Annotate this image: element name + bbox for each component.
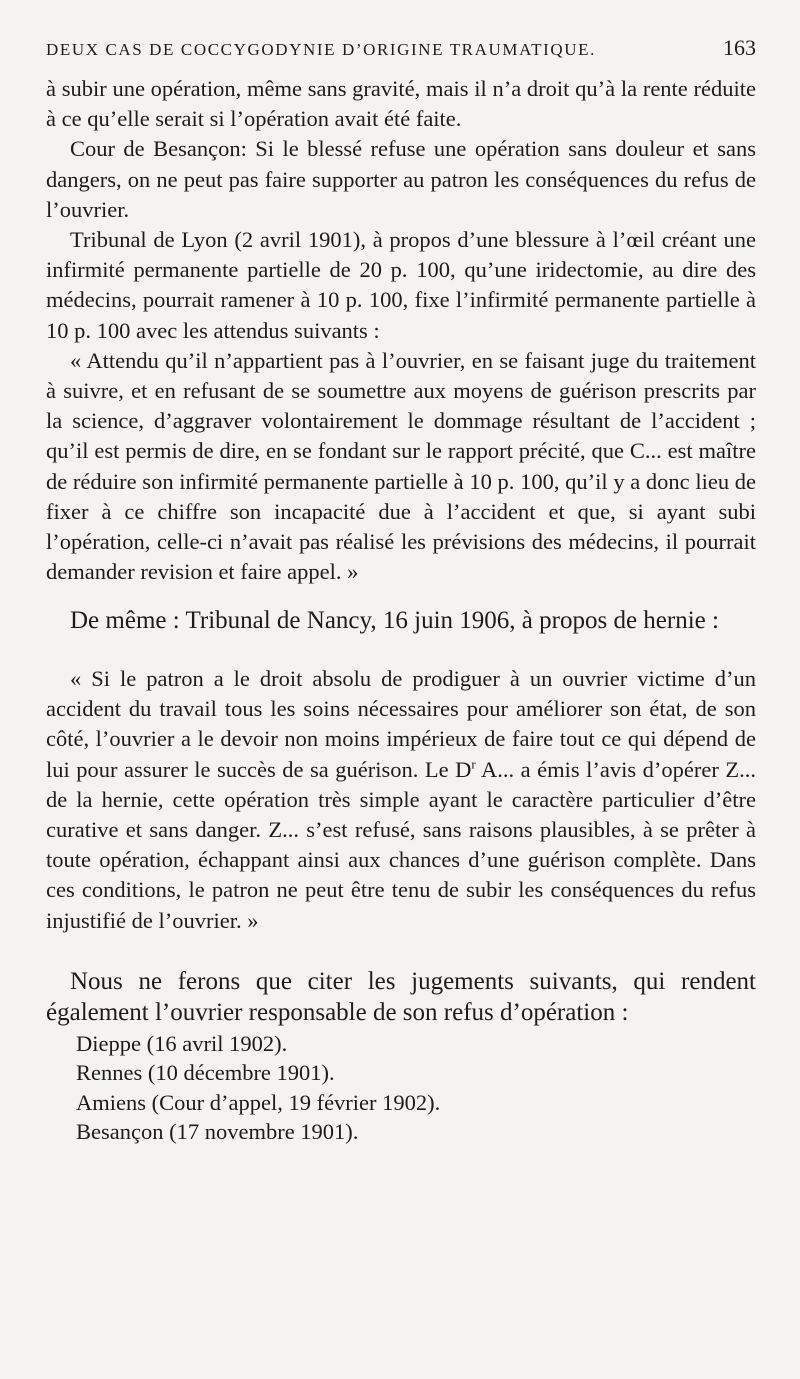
superscript: r: [471, 756, 476, 772]
paragraph-2: Cour de Besançon: Si le blessé refuse une opération sans douleur et sans dangers, on ne peut pas faire supporter au patron les conséquences du refus de l’ouvrier.: [46, 136, 756, 222]
paragraph-6: [46, 664, 756, 936]
paragraph-5: De même : Tribunal de Nancy, 16 juin 1906, à propos de hernie :: [70, 607, 719, 635]
case-item: Rennes (10 décembre 1901).: [76, 1060, 335, 1086]
running-title: DEUX CAS DE COCCYGODYNIE D’ORIGINE TRAUMATIQUE.: [46, 40, 596, 59]
paragraph-4: « Attendu qu’il n’appartient pas à l’ouvrier, en se faisant juge du traitement à suivre, et en refusant de se soumettre aux moyens de guérison prescrits par la science, d’aggraver volontairement le dommage résultant de l’accident ; qu’il est permis de dire, en se fondant sur le rapport précité, que C... est maître de réduire son infirmité permanente partielle à 10 p. 100, qu’il y a donc lieu de fixer à ce chiffre son incapacité due à l’accident et que, si ayant subi l’opération, celle-ci n’avait pas réalisé les prévisions des médecins, il pourrait demander revision et faire appel. »: [46, 347, 756, 585]
paragraph-6-part-2: A... a émis l’avis d’opérer Z... de la hernie, cette opération très simple ayant le caractère particulier d’être curative et sans danger. Z... s’est refusé, sans raisons plausibles, à se prêter à toute opération, échappant ainsi aux chances d’une guérison complète. Dans ces conditions, le patron ne peut être tenu de subir les conséquences du refus injustifié de l’ouvrier. »: [46, 756, 756, 933]
paragraph-1: à subir une opération, même sans gravité, mais il n’a droit qu’à la rente réduite à ce qu’elle serait si l’opération avait été faite.: [46, 76, 756, 132]
paragraph-3: Tribunal de Lyon (2 avril 1901), à propos d’une blessure à l’œil créant une infirmité permanente partielle de 20 p. 100, qu’une iridectomie, au dire des médecins, pourrait ramener à 10 p. 100, fixe l’infirmité permanente partielle à 10 p. 100 avec les attendus suivants :: [46, 227, 756, 343]
running-header: [46, 28, 756, 68]
case-list: [46, 1029, 756, 1147]
case-item: Amiens (Cour d’appel, 19 février 1902).: [76, 1089, 441, 1115]
paragraph-6-part-1: « Si le patron a le droit absolu de prodiguer à un ouvrier victime d’un accident du travail tous les soins nécessaires pour améliorer son état, de son côté, l’ouvrier a le devoir non moins impérieux de faire tout ce qui dépend de lui pour assurer le succès de sa guérison. Le D: [46, 665, 756, 782]
book-page: [46, 28, 756, 1147]
case-item: Dieppe (16 avril 1902).: [76, 1030, 288, 1056]
case-item: Besançon (17 novembre 1901).: [76, 1119, 359, 1145]
page-number: 163: [723, 35, 756, 60]
paragraph-7: Nous ne ferons que citer les jugements suivants, qui rendent également l’ouvrier responsable de son refus d’opération :: [46, 967, 756, 1027]
